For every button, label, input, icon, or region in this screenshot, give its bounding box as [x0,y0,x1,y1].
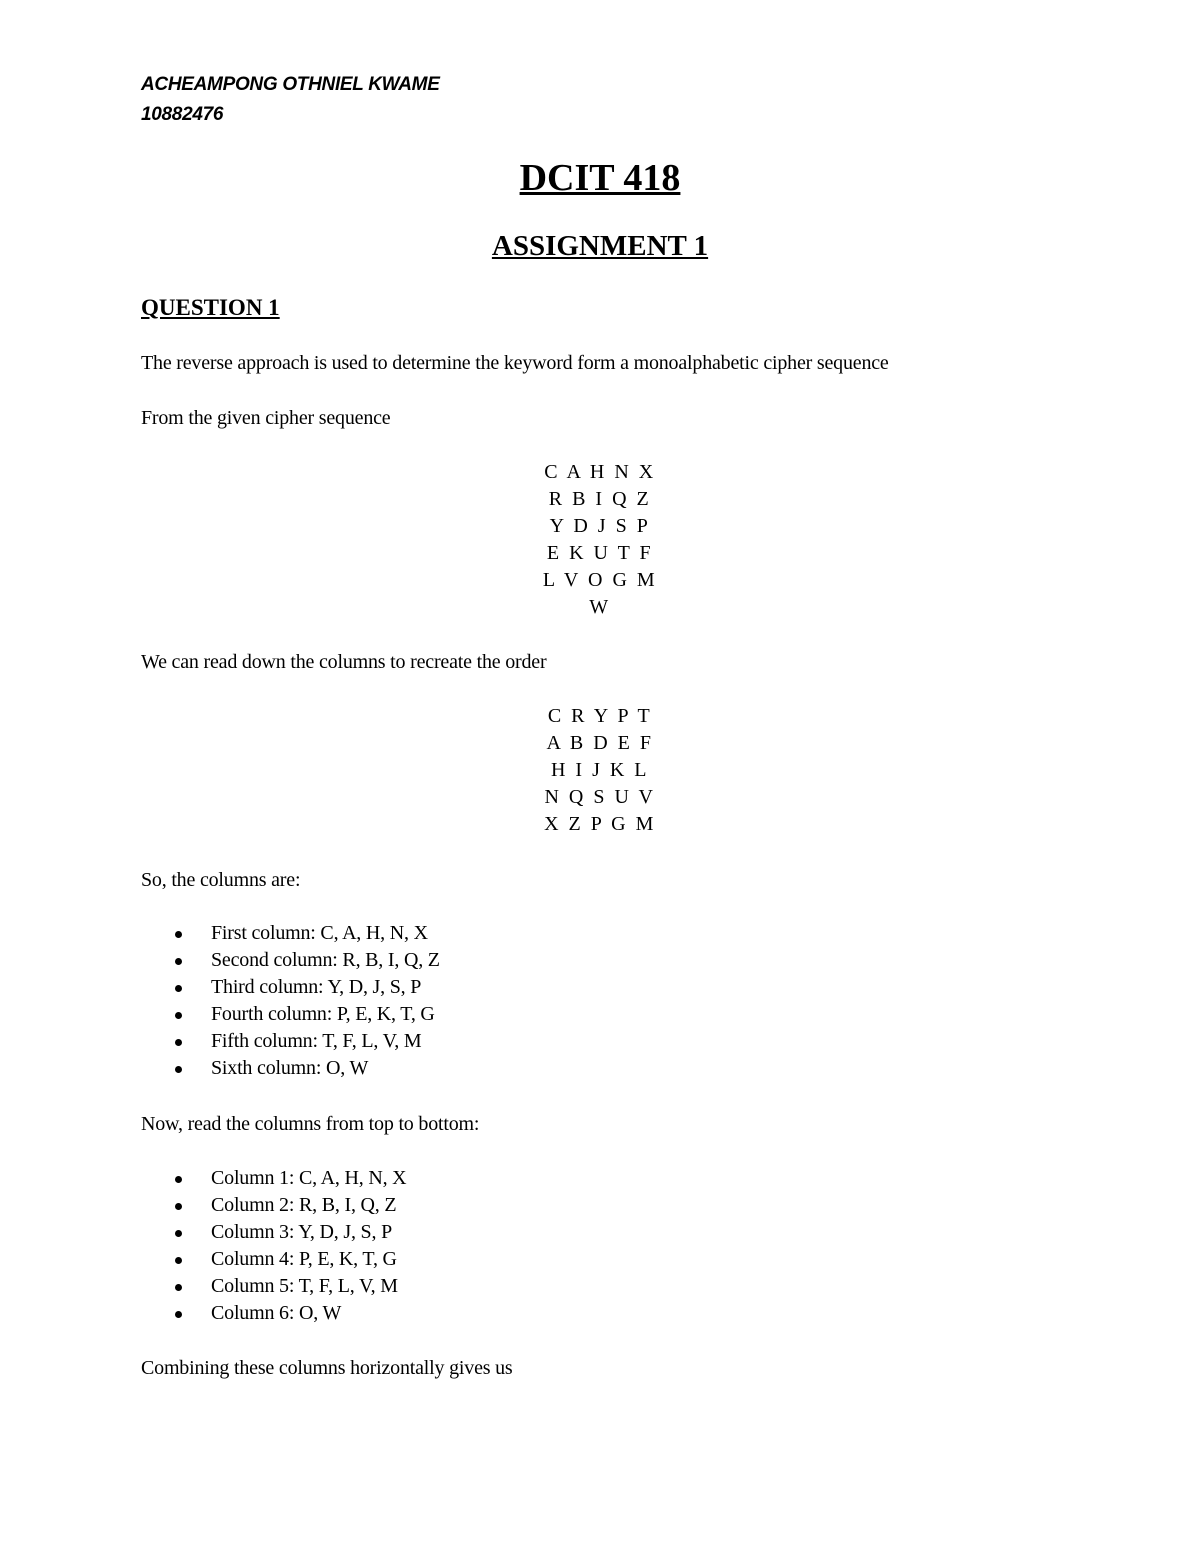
order-grid-row: X Z P G M [544,813,656,835]
question-heading: QUESTION 1 [141,295,280,320]
list-item-text: Column 2: R, B, I, Q, Z [211,1194,397,1216]
intro-paragraph: The reverse approach is used to determine the keyword form a monoalphabetic cipher sequence [141,352,889,374]
list-item-text: First column: C, A, H, N, X [211,922,428,944]
student-id: 10882476 [141,104,224,125]
order-grid-row: A B D E F [546,732,654,754]
list-item-text: Column 6: O, W [211,1302,342,1324]
bullet-icon [175,1039,182,1046]
order-grid [0,703,1200,838]
order-grid-row: N Q S U V [544,786,656,808]
list-item-text: Second column: R, B, I, Q, Z [211,949,440,971]
list-item-text: Third column: Y, D, J, S, P [211,976,422,998]
list-item-text: Column 4: P, E, K, T, G [211,1248,397,1270]
list-item [141,1219,406,1246]
list-item [141,1246,406,1273]
cipher-grid [0,459,1200,621]
list-item-text: Fourth column: P, E, K, T, G [211,1003,435,1025]
list-item [141,974,440,1001]
bullet-icon [175,1176,182,1183]
list-item-text: Sixth column: O, W [211,1057,369,1079]
list-item [141,1001,440,1028]
bullet-icon [175,985,182,992]
list-item [141,1055,440,1082]
list-item [141,1192,406,1219]
bullet-icon [175,958,182,965]
list-item-text: Fifth column: T, F, L, V, M [211,1030,422,1052]
bullet-icon [175,931,182,938]
list-item [141,1165,406,1192]
list-item [141,947,440,974]
bullet-icon [175,1230,182,1237]
bullet-icon [175,1066,182,1073]
course-title: DCIT 418 [519,157,681,199]
list-item [141,1028,440,1055]
list-item-text: Column 1: C, A, H, N, X [211,1167,407,1189]
list-item [141,920,440,947]
list-item [141,1273,406,1300]
bullet-icon [175,1012,182,1019]
order-grid-row: C R Y P T [547,705,653,727]
bullet-icon [175,1203,182,1210]
bullet-icon [175,1311,182,1318]
read-down-paragraph: We can read down the columns to recreate the order [141,651,547,673]
assignment-title: ASSIGNMENT 1 [491,230,709,262]
columns-list [141,920,440,1082]
list-item-text: Column 5: T, F, L, V, M [211,1275,398,1297]
cipher-grid-row: W [589,596,611,618]
list-item-text: Column 3: Y, D, J, S, P [211,1221,393,1243]
given-paragraph: From the given cipher sequence [141,407,391,429]
cipher-grid-row: R B I Q Z [548,488,652,510]
read-top-bottom-paragraph: Now, read the columns from top to bottom: [141,1113,480,1135]
cipher-grid-row: E K U T F [546,542,654,564]
list-item [141,1300,406,1327]
bullet-icon [175,1257,182,1264]
combining-paragraph: Combining these columns horizontally gives us [141,1357,513,1379]
columns-are-paragraph: So, the columns are: [141,869,301,891]
author-name: ACHEAMPONG OTHNIEL KWAME [141,74,440,95]
order-grid-row: H I J K L [550,759,650,781]
cipher-grid-row: L V O G M [542,569,658,591]
bullet-icon [175,1284,182,1291]
cipher-grid-row: Y D J S P [549,515,651,537]
cipher-grid-row: C A H N X [544,461,656,483]
columns-numbered-list [141,1165,406,1327]
